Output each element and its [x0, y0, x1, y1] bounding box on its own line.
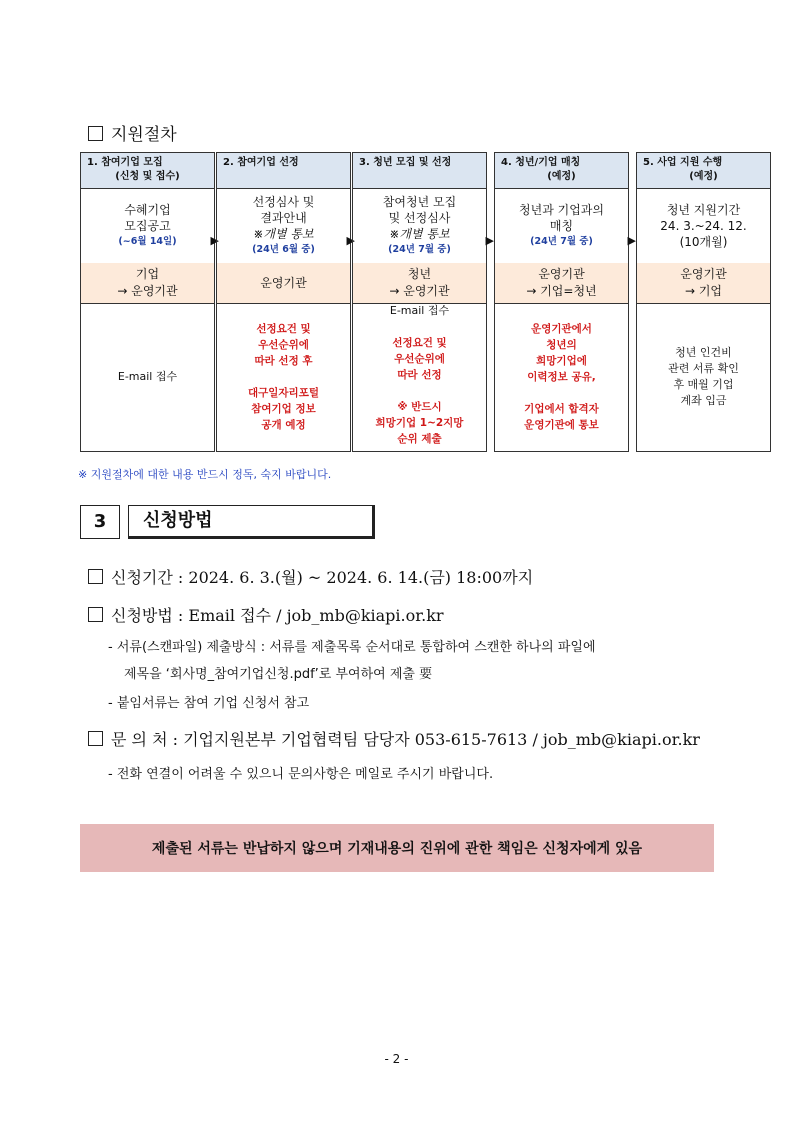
step-header — [495, 153, 628, 189]
step-org-line: 기업 — [135, 267, 160, 281]
method-detail-1b: 제목을 ‘회사명_참여기업신청.pdf’로 부여하여 제출 要 — [124, 667, 433, 682]
step-org-line: 운영기관 — [260, 275, 307, 290]
step-organization — [217, 263, 350, 304]
step-org-line: → 운영기관 — [117, 284, 178, 298]
step-desc-note: ※개별 통보 — [253, 227, 314, 241]
step-note-highlight: ※ 반드시 — [397, 401, 442, 413]
arrow-right-icon: ▶ — [346, 234, 355, 247]
step-notes — [81, 303, 214, 451]
step-desc-line: 모집공고 — [124, 219, 171, 233]
procedure-step-1 — [80, 152, 215, 452]
arrow-right-icon: ▶ — [627, 234, 636, 247]
step-header — [81, 153, 214, 189]
step-description — [637, 189, 770, 264]
step-notes — [353, 303, 486, 451]
arrow-right-icon: ▶ — [210, 234, 219, 247]
step-note-highlight: 대구일자리포털 — [247, 387, 319, 399]
step-organization — [353, 263, 486, 304]
step-desc-line: 수혜기업 — [124, 203, 171, 217]
step-note-highlight: 참여기업 정보 — [251, 403, 316, 415]
step-header-title: 1. 참여기업 모집 — [87, 157, 163, 168]
page-number: - 2 - — [384, 1052, 409, 1066]
step-organization — [637, 263, 770, 304]
step-note-highlight: 우선순위에 — [394, 353, 445, 365]
step-note-line: 관련 서류 확인 — [668, 362, 739, 375]
step-header — [637, 153, 770, 189]
step-notes — [637, 303, 770, 451]
step-note-highlight: 기업에서 합격자 — [524, 403, 599, 415]
step-note-line: 청년 인건비 — [675, 346, 732, 359]
step-note-highlight: 선정요건 및 — [392, 337, 447, 349]
step-org-line: → 기업=청년 — [526, 284, 597, 298]
step-organization — [495, 263, 628, 304]
step-desc-line: 매칭 — [549, 219, 574, 233]
step-desc-date: (24년 7월 중) — [388, 244, 451, 255]
step-desc-line: (10개월) — [679, 235, 728, 249]
step-note-highlight: 희망기업에 — [536, 355, 587, 367]
step-header — [217, 153, 350, 189]
step-note-line: E-mail 접수 — [389, 304, 450, 317]
procedure-note: ※ 지원절차에 대한 내용 반드시 정독, 숙지 바랍니다. — [78, 468, 332, 481]
checkbox-square-icon — [88, 569, 103, 584]
step-desc-date: (24년 6월 중) — [252, 244, 315, 255]
step-header-title: 4. 청년/기업 매칭 — [501, 157, 581, 168]
procedure-step-4 — [494, 152, 629, 452]
step-header-title: 3. 청년 모집 및 선정 — [359, 157, 452, 168]
step-desc-line: 청년과 기업과의 — [519, 203, 604, 217]
section-number: 3 — [80, 505, 120, 539]
step-desc-date: (24년 7월 중) — [530, 236, 593, 247]
step-org-line: → 운영기관 — [389, 284, 450, 298]
contact-detail: - 전화 연결이 어려울 수 있으니 문의사항은 메일로 주시기 바랍니다. — [108, 767, 494, 782]
application-method: 신청방법 : Email 접수 / job_mb@kiapi.or.kr — [88, 603, 444, 626]
step-note-line: 후 매월 기업 — [673, 378, 734, 391]
step-note-highlight: 순위 제출 — [397, 433, 442, 445]
step-description — [81, 189, 214, 264]
step-org-line: 청년 — [407, 267, 432, 281]
step-desc-line: 청년 지원기간 — [666, 203, 741, 217]
step-note-highlight: 우선순위에 — [258, 339, 309, 351]
contact-info: 문 의 처 : 기업지원본부 기업협력팀 담당자 053-615-7613 / job_mb@kiapi.or.kr — [88, 727, 700, 750]
checkbox-square-icon — [88, 731, 103, 746]
step-desc-line: 선정심사 및 — [252, 195, 315, 209]
step-note-highlight: 이력정보 공유, — [527, 371, 596, 383]
arrow-right-icon: ▶ — [485, 234, 494, 247]
step-desc-line: 24. 3.~24. 12. — [660, 219, 747, 233]
step-note-highlight: 운영기관에 통보 — [524, 419, 599, 431]
step-note-line: E-mail 접수 — [117, 370, 178, 383]
step-desc-date: (~6월 14일) — [118, 236, 177, 247]
step-org-line: 운영기관 — [680, 267, 727, 281]
step-description — [217, 189, 350, 264]
step-org-line: 운영기관 — [538, 267, 585, 281]
method-detail-2: - 붙임서류는 참여 기업 신청서 참고 — [108, 696, 310, 711]
step-desc-line: 참여청년 모집 — [382, 195, 457, 209]
procedure-step-5 — [636, 152, 771, 452]
step-notes — [217, 303, 350, 451]
step-desc-line: 결과안내 — [260, 211, 307, 225]
step-header-title: 5. 사업 지원 수행 — [643, 157, 723, 168]
step-organization — [81, 263, 214, 304]
step-description — [495, 189, 628, 264]
step-header-sub: (신청 및 접수) — [115, 171, 180, 182]
step-note-highlight: 공개 예정 — [261, 419, 306, 431]
section-procedure-title: 지원절차 — [88, 120, 177, 145]
step-desc-line: 및 선정심사 — [388, 211, 451, 225]
method-detail-1: - 서류(스캔파일) 제출방식 : 서류를 제출목록 순서대로 통합하여 스캔한 하나의 파일에 — [108, 640, 596, 655]
step-org-line: → 기업 — [684, 284, 723, 298]
step-notes — [495, 303, 628, 451]
section-title: 신청방법 — [128, 505, 375, 539]
step-note-highlight: 따라 선정 — [397, 369, 442, 381]
notice-banner: 제출된 서류는 반납하지 않으며 기재내용의 진위에 관한 책임은 신청자에게 있음 — [80, 824, 714, 872]
step-header-sub: (예정) — [689, 171, 718, 182]
step-header-sub: (예정) — [547, 171, 576, 182]
step-note-highlight: 희망기업 1~2지망 — [375, 417, 464, 429]
procedure-step-3 — [352, 152, 487, 452]
step-desc-note: ※개별 통보 — [389, 227, 450, 241]
step-header-title: 2. 참여기업 선정 — [223, 157, 299, 168]
step-note-highlight: 청년의 — [546, 339, 577, 351]
checkbox-square-icon — [88, 126, 103, 141]
procedure-step-2 — [216, 152, 351, 452]
step-header — [353, 153, 486, 189]
step-description — [353, 189, 486, 264]
step-note-highlight: 따라 선정 후 — [254, 355, 313, 367]
step-note-line: 계좌 입금 — [680, 394, 727, 407]
step-note-highlight: 운영기관에서 — [531, 323, 592, 335]
step-note-highlight: 선정요건 및 — [256, 323, 311, 335]
application-period: 신청기간 : 2024. 6. 3.(월) ~ 2024. 6. 14.(금) 18:00까지 — [88, 565, 533, 588]
checkbox-square-icon — [88, 607, 103, 622]
